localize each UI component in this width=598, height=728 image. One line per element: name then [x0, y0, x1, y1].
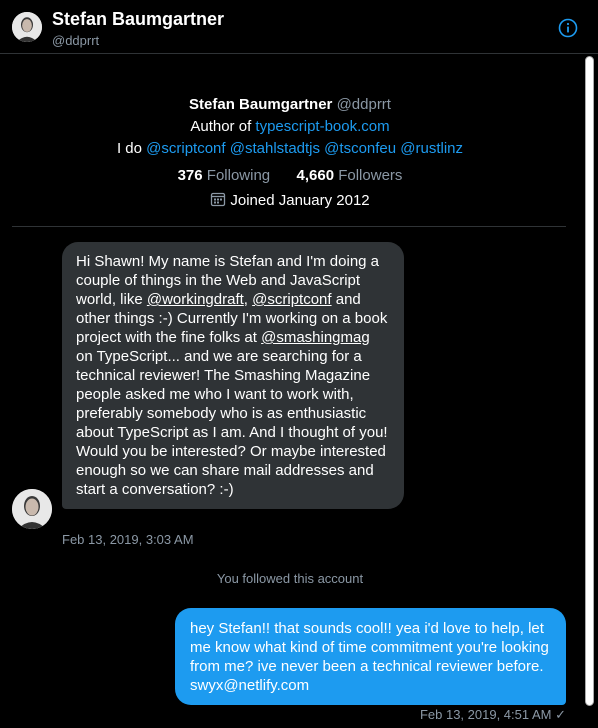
followers-stat[interactable]: [297, 167, 403, 184]
message-text: Hi Shawn! My name is Stefan and I'm doing a couple of things in the Web and JavaScript world, like: [76, 253, 380, 308]
header-name: Stefan Baumgartner: [52, 9, 225, 29]
header-avatar[interactable]: [12, 12, 42, 42]
calendar-icon: [210, 191, 226, 207]
message-text: on TypeScript... and we are searching for a technical reviewer! The Smashing Magazine people asked me who I want to work with, preferably somebody who is as enthusiastic about TypeScript as I am. And I thought of you! Would you be interested? Or maybe interested enough so we can share mail addresses and start a conversation? :-): [76, 348, 388, 498]
following-label: Following: [206, 167, 271, 184]
bio-prefix-2: I do: [116, 140, 147, 157]
conversation-header: [0, 0, 598, 54]
mention-smashingmag[interactable]: @smashingmag: [261, 329, 370, 346]
scrollbar[interactable]: [585, 56, 594, 706]
profile-handle: @ddprrt: [336, 96, 391, 113]
info-button[interactable]: [558, 18, 578, 38]
outgoing-message-bubble: [175, 608, 566, 705]
bio-mention-rustlinz[interactable]: @rustlinz: [400, 140, 464, 157]
profile-name-line: [0, 94, 580, 116]
following-stat[interactable]: [178, 167, 271, 184]
bio-mention-tsconfeu[interactable]: @tsconfeu: [324, 140, 397, 157]
profile-name[interactable]: Stefan Baumgartner: [189, 96, 333, 113]
profile-bio-line-1: [0, 116, 580, 138]
profile-stats: [0, 165, 580, 187]
joined-date: [0, 190, 580, 212]
outgoing-message-text: hey Stefan!! that sounds cool!! yea i'd love to help, let me know what kind of time commitment you're looking from me? ive never been a technical reviewer before. swyx@netlify.com: [190, 620, 549, 694]
sender-avatar[interactable]: [12, 489, 52, 529]
bio-website-link[interactable]: typescript-book.com: [255, 118, 390, 135]
incoming-message-bubble: [62, 242, 404, 509]
outgoing-timestamp: Feb 13, 2019, 4:51 AM ✓: [419, 707, 566, 722]
mention-workingdraft[interactable]: @workingdraft: [146, 291, 244, 308]
bio-mention-scriptconf[interactable]: @scriptconf: [146, 140, 226, 157]
info-icon: [558, 18, 578, 38]
following-count: 376: [177, 167, 203, 184]
user-avatar-icon: [12, 12, 42, 42]
joined-text: Joined January 2012: [230, 192, 370, 209]
message-text: ,: [243, 291, 253, 308]
mention-scriptconf[interactable]: @scriptconf: [252, 291, 332, 308]
system-notice: You followed this account: [216, 571, 364, 586]
incoming-timestamp: Feb 13, 2019, 3:03 AM: [62, 532, 194, 547]
profile-summary: [0, 90, 580, 212]
user-avatar-icon: [12, 489, 52, 529]
followers-count: 4,660: [296, 167, 335, 184]
followers-label: Followers: [338, 167, 403, 184]
bio-mention-stahlstadtjs[interactable]: @stahlstadtjs: [229, 140, 320, 157]
profile-bio-line-2: [0, 138, 580, 160]
divider: [12, 226, 566, 227]
bio-prefix-1: Author of: [190, 118, 256, 135]
message-text: and other things :-) Currently I'm working on a book project with the fine folks at: [76, 291, 388, 346]
header-handle: @ddprrt: [52, 33, 100, 48]
